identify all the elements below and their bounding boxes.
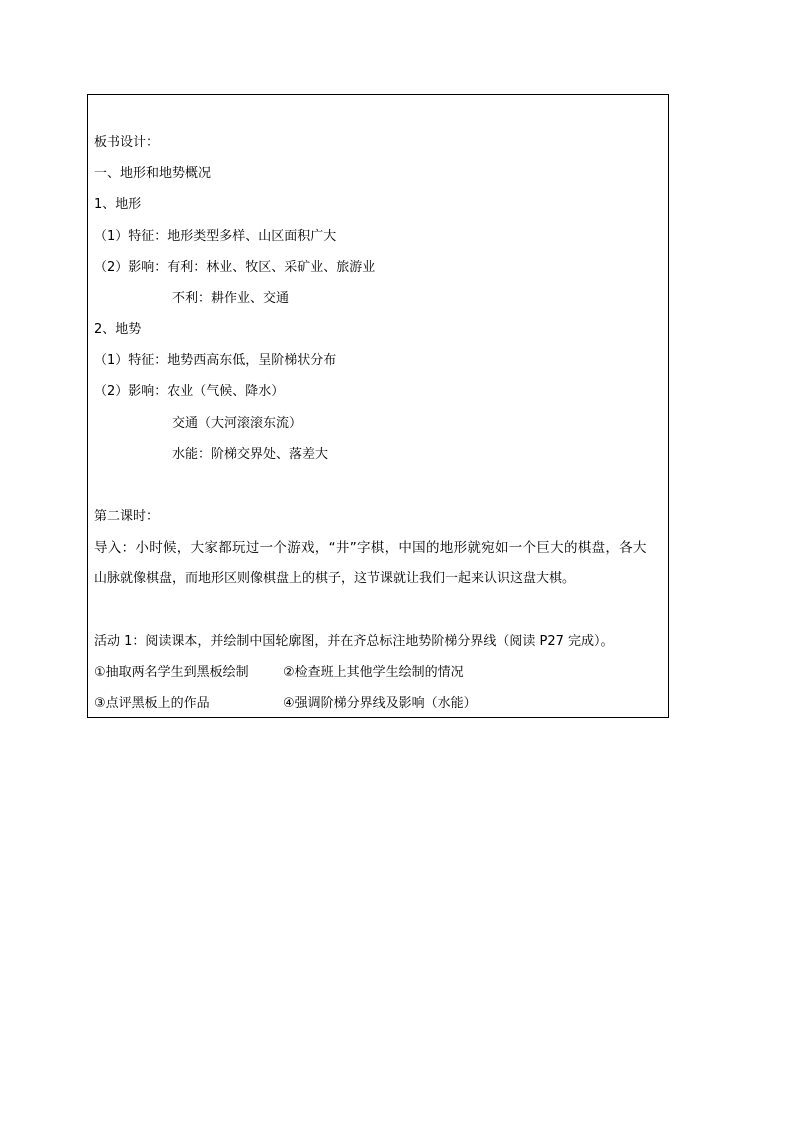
- terrain-heading: 1、地形: [94, 197, 142, 212]
- content-table-cell: [87, 94, 669, 718]
- activity-text: 活动 1：阅读课本，并绘制中国轮廓图，并在齐总标注地势阶梯分界线（阅读 P27 完成）。: [94, 634, 614, 649]
- intro-line-1: 导入：小时候，大家都玩过一个游戏，“井”字棋，中国的地形就宛如一个巨大的棋盘，各大: [94, 540, 647, 556]
- step-1: ①抽取两名学生到黑板绘制: [94, 665, 249, 680]
- step-3: ③点评黑板上的作品: [94, 696, 210, 711]
- slope-impact-traffic: 交通（大河滚滚东流）: [172, 416, 303, 431]
- slope-impact-hydro: 水能：阶梯交界处、落差大: [172, 447, 329, 462]
- slope-heading: 2、地势: [94, 322, 142, 337]
- terrain-impact-negative: 不利：耕作业、交通: [172, 291, 290, 306]
- slope-impact-agriculture: （2）影响：农业（气候、降水）: [94, 384, 285, 399]
- slope-feature: （1）特征：地势西高东低，呈阶梯状分布: [94, 353, 337, 368]
- step-4: ④强调阶梯分界线及影响（水能）: [283, 696, 477, 711]
- intro-line-2: 山脉就像棋盘，而地形区则像棋盘上的棋子，这节课就让我们一起来认识这盘大棋。: [94, 571, 576, 586]
- terrain-impact-positive: （2）影响：有利：林业、牧区、采矿业、旅游业: [94, 260, 376, 275]
- board-title: 板书设计：: [94, 135, 160, 150]
- section-heading: 一、地形和地势概况: [94, 166, 212, 181]
- step-2: ②检查班上其他学生绘制的情况: [283, 665, 464, 680]
- terrain-feature: （1）特征：地形类型多样、山区面积广大: [94, 229, 337, 244]
- lesson2-title: 第二课时：: [94, 509, 160, 524]
